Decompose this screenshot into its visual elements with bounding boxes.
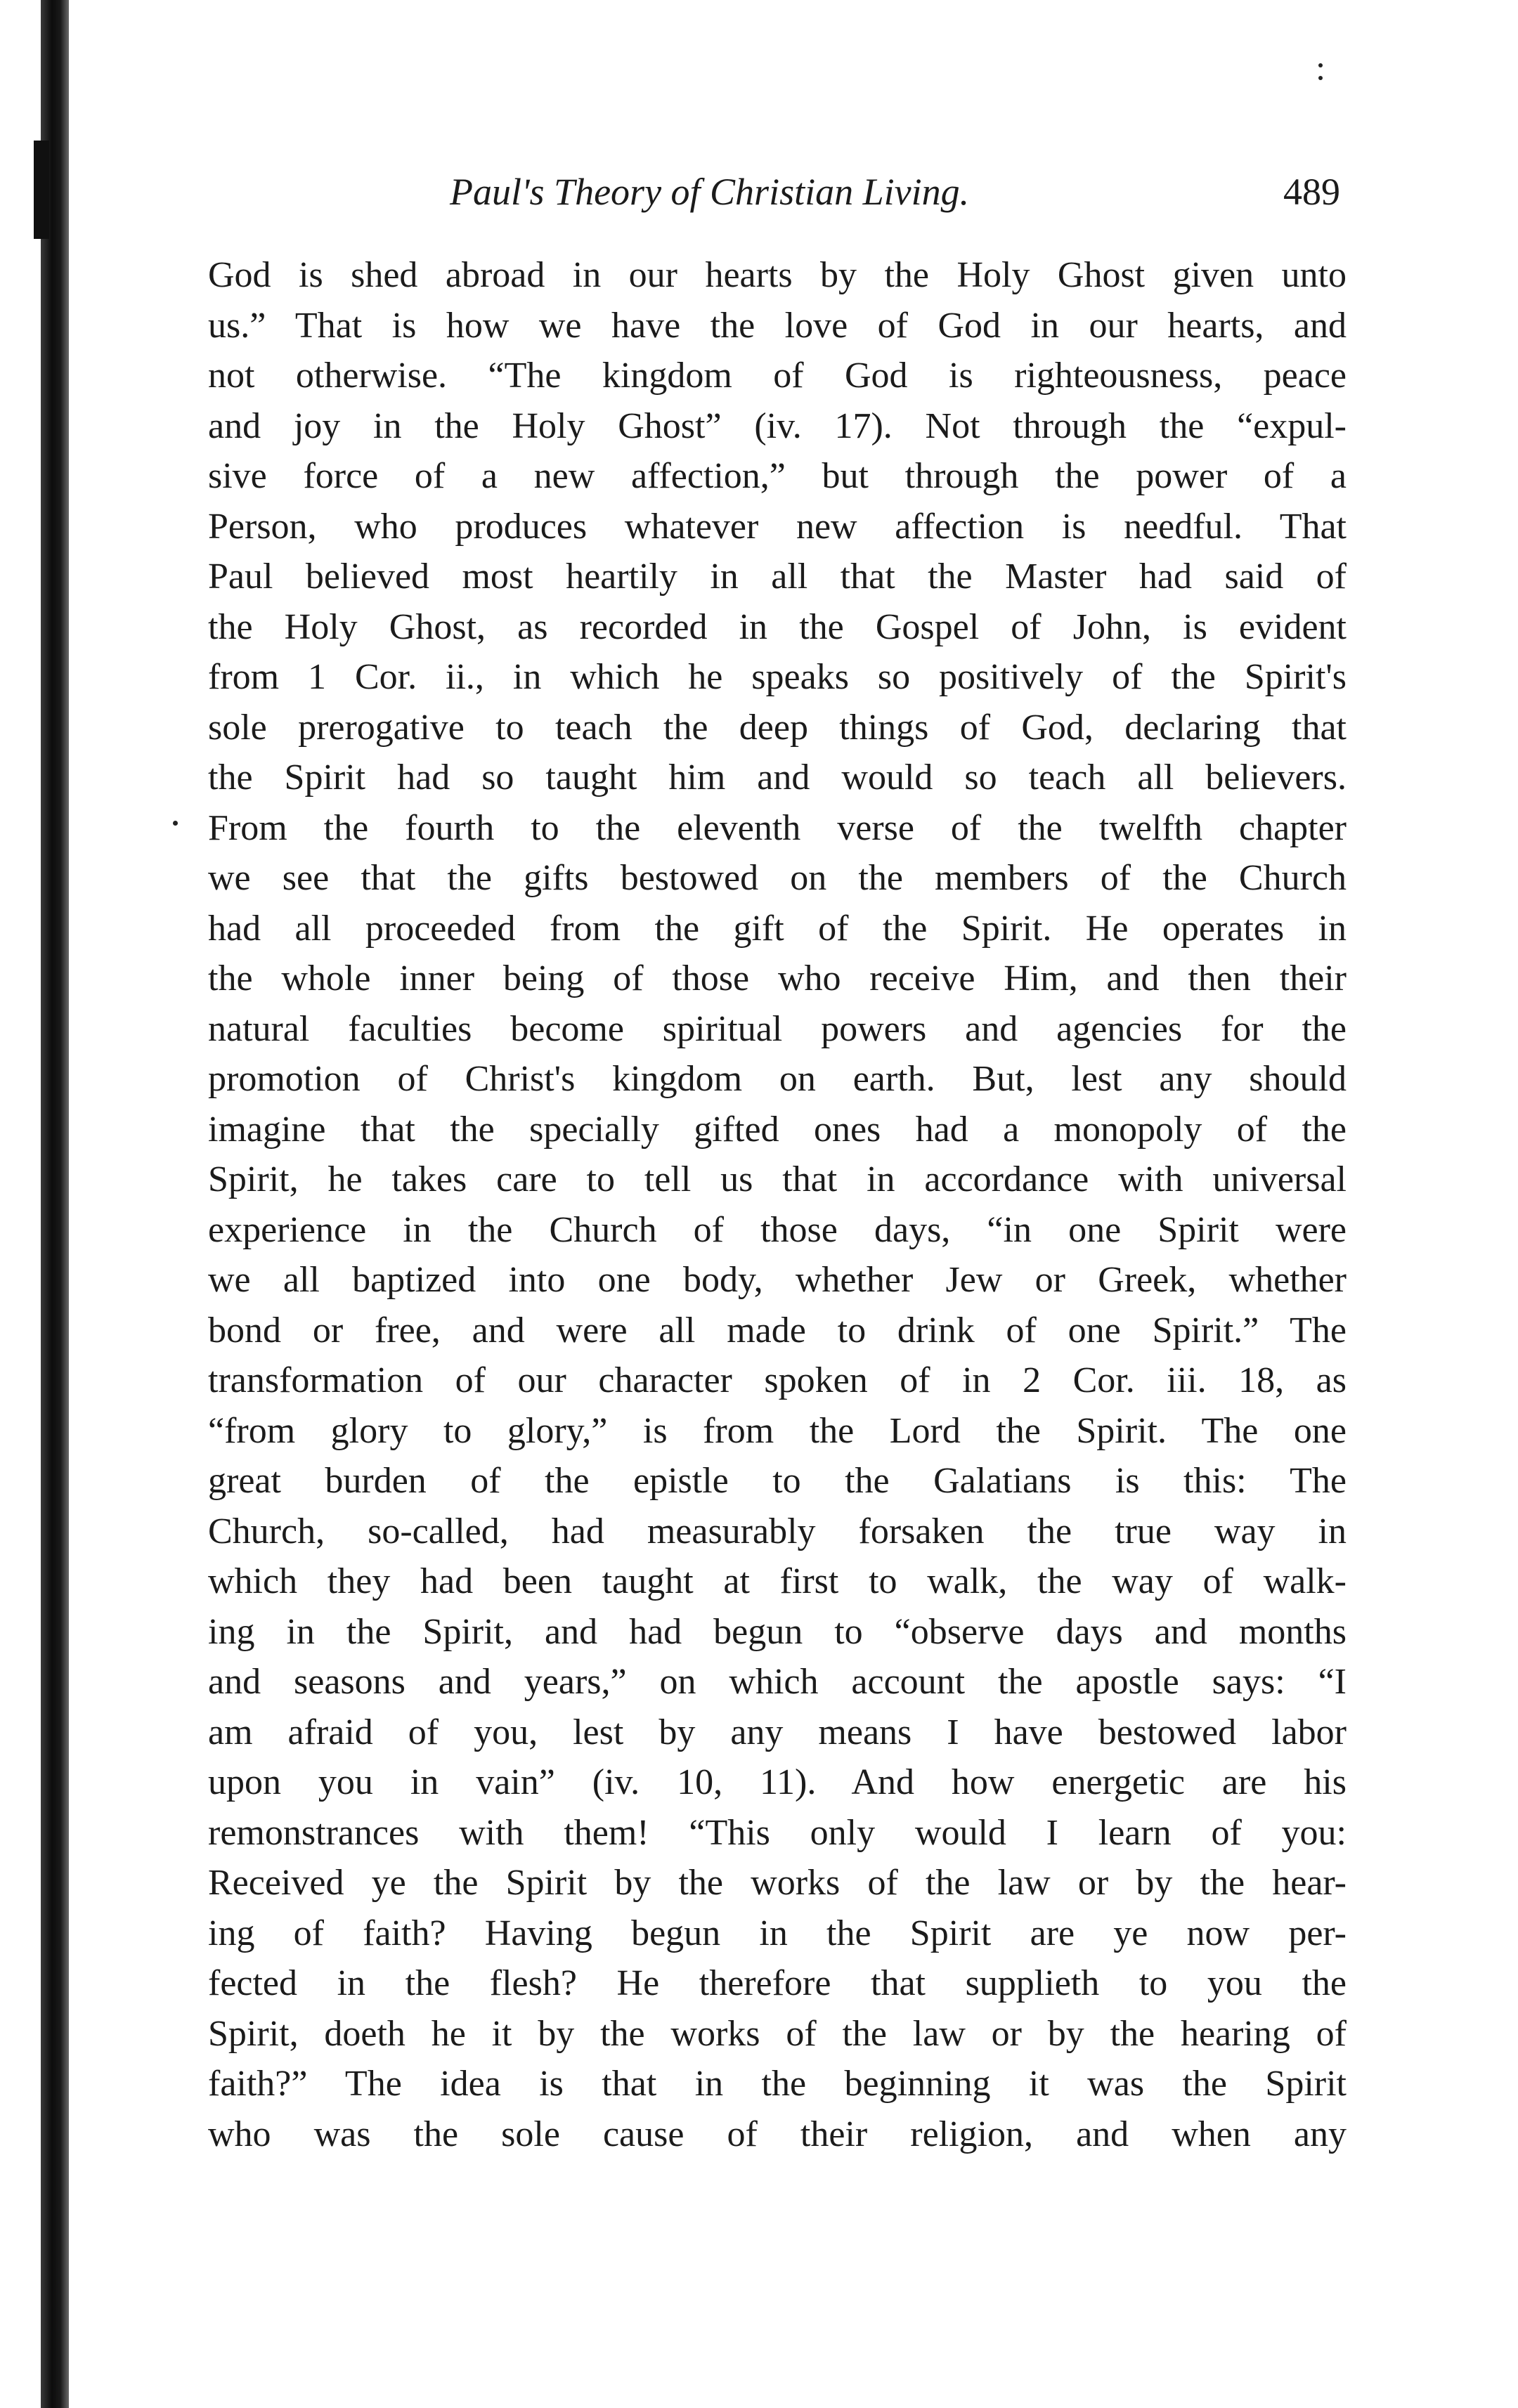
text-line: the Spirit had so taught him and would so teach all believers.: [208, 757, 1347, 798]
text-line: Person, who produces whatever new affection is needful. That: [208, 506, 1347, 547]
text-line: ing in the Spirit, and had begun to “observe days and months: [208, 1611, 1347, 1652]
text-line: promotion of Christ's kingdom on earth. But, lest any should: [208, 1059, 1347, 1099]
text-line: experience in the Church of those days, “in one Spirit were: [208, 1209, 1347, 1250]
body-text: [208, 250, 1347, 2159]
text-line: transformation of our character spoken of in 2 Cor. iii. 18, as: [208, 1360, 1347, 1400]
text-line: Received ye the Spirit by the works of the law or by the hear-: [208, 1863, 1347, 1903]
speck-mark: [1318, 76, 1323, 80]
text-line: the whole inner being of those who receive Him, and then their: [208, 958, 1347, 998]
text-line: from 1 Cor. ii., in which he speaks so positively of the Spirit's: [208, 657, 1347, 697]
text-line: we see that the gifts bestowed on the members of the Church: [208, 858, 1347, 898]
text-line: not otherwise. “The kingdom of God is righteousness, peace: [208, 356, 1347, 396]
text-line: Church, so-called, had measurably forsaken the true way in: [208, 1511, 1347, 1551]
text-line: ing of faith? Having begun in the Spirit are ye now per-: [208, 1913, 1347, 1953]
text-line: great burden of the epistle to the Galatians is this: The: [208, 1461, 1347, 1501]
binding-gutter: [41, 0, 69, 2408]
text-line: “from glory to glory,” is from the Lord the Spirit. The one: [208, 1410, 1347, 1451]
text-line: who was the sole cause of their religion, and when any: [208, 2114, 1347, 2154]
text-line: God is shed abroad in our hearts by the Holy Ghost given unto: [208, 255, 1347, 295]
text-line: upon you in vain” (iv. 10, 11). And how energetic are his: [208, 1762, 1347, 1802]
text-line: fected in the flesh? He therefore that supplieth to you the: [208, 1963, 1347, 2003]
text-line: remonstrances with them! “This only would I learn of you:: [208, 1812, 1347, 1853]
text-line: natural faculties become spiritual powers and agencies for the: [208, 1008, 1347, 1049]
text-line: the Holy Ghost, as recorded in the Gospel of John, is evident: [208, 606, 1347, 647]
text-line: sole prerogative to teach the deep things of God, declaring that: [208, 707, 1347, 748]
text-line: us.” That is how we have the love of God in our hearts, and: [208, 305, 1347, 346]
text-line: Paul believed most heartily in all that the Master had said of: [208, 557, 1347, 597]
running-header: [0, 160, 1518, 223]
text-line: sive force of a new affection,” but through the power of a: [208, 456, 1347, 496]
text-line: Spirit, doeth he it by the works of the law or by the hearing of: [208, 2013, 1347, 2054]
page-number: 489: [1283, 171, 1340, 213]
running-title: Paul's Theory of Christian Living.: [450, 171, 970, 213]
text-line: Spirit, he takes care to tell us that in accordance with universal: [208, 1159, 1347, 1199]
speck-mark: [173, 821, 178, 826]
text-line: had all proceeded from the gift of the Spirit. He operates in: [208, 908, 1347, 949]
text-line: faith?” The idea is that in the beginning it was the Spirit: [208, 2064, 1347, 2104]
text-line: imagine that the specially gifted ones had a monopoly of the: [208, 1109, 1347, 1150]
text-line: and joy in the Holy Ghost” (iv. 17). Not through the “expul-: [208, 405, 1347, 446]
text-line: we all baptized into one body, whether Jew or Greek, whether: [208, 1260, 1347, 1300]
text-line: bond or free, and were all made to drink of one Spirit.” The: [208, 1310, 1347, 1351]
speck-mark: [1318, 63, 1323, 67]
text-line: which they had been taught at first to walk, the way of walk-: [208, 1561, 1347, 1601]
text-line: am afraid of you, lest by any means I have bestowed labor: [208, 1712, 1347, 1752]
text-line: and seasons and years,” on which account the apostle says: “I: [208, 1662, 1347, 1702]
text-line: From the fourth to the eleventh verse of the twelfth chapter: [208, 807, 1347, 848]
